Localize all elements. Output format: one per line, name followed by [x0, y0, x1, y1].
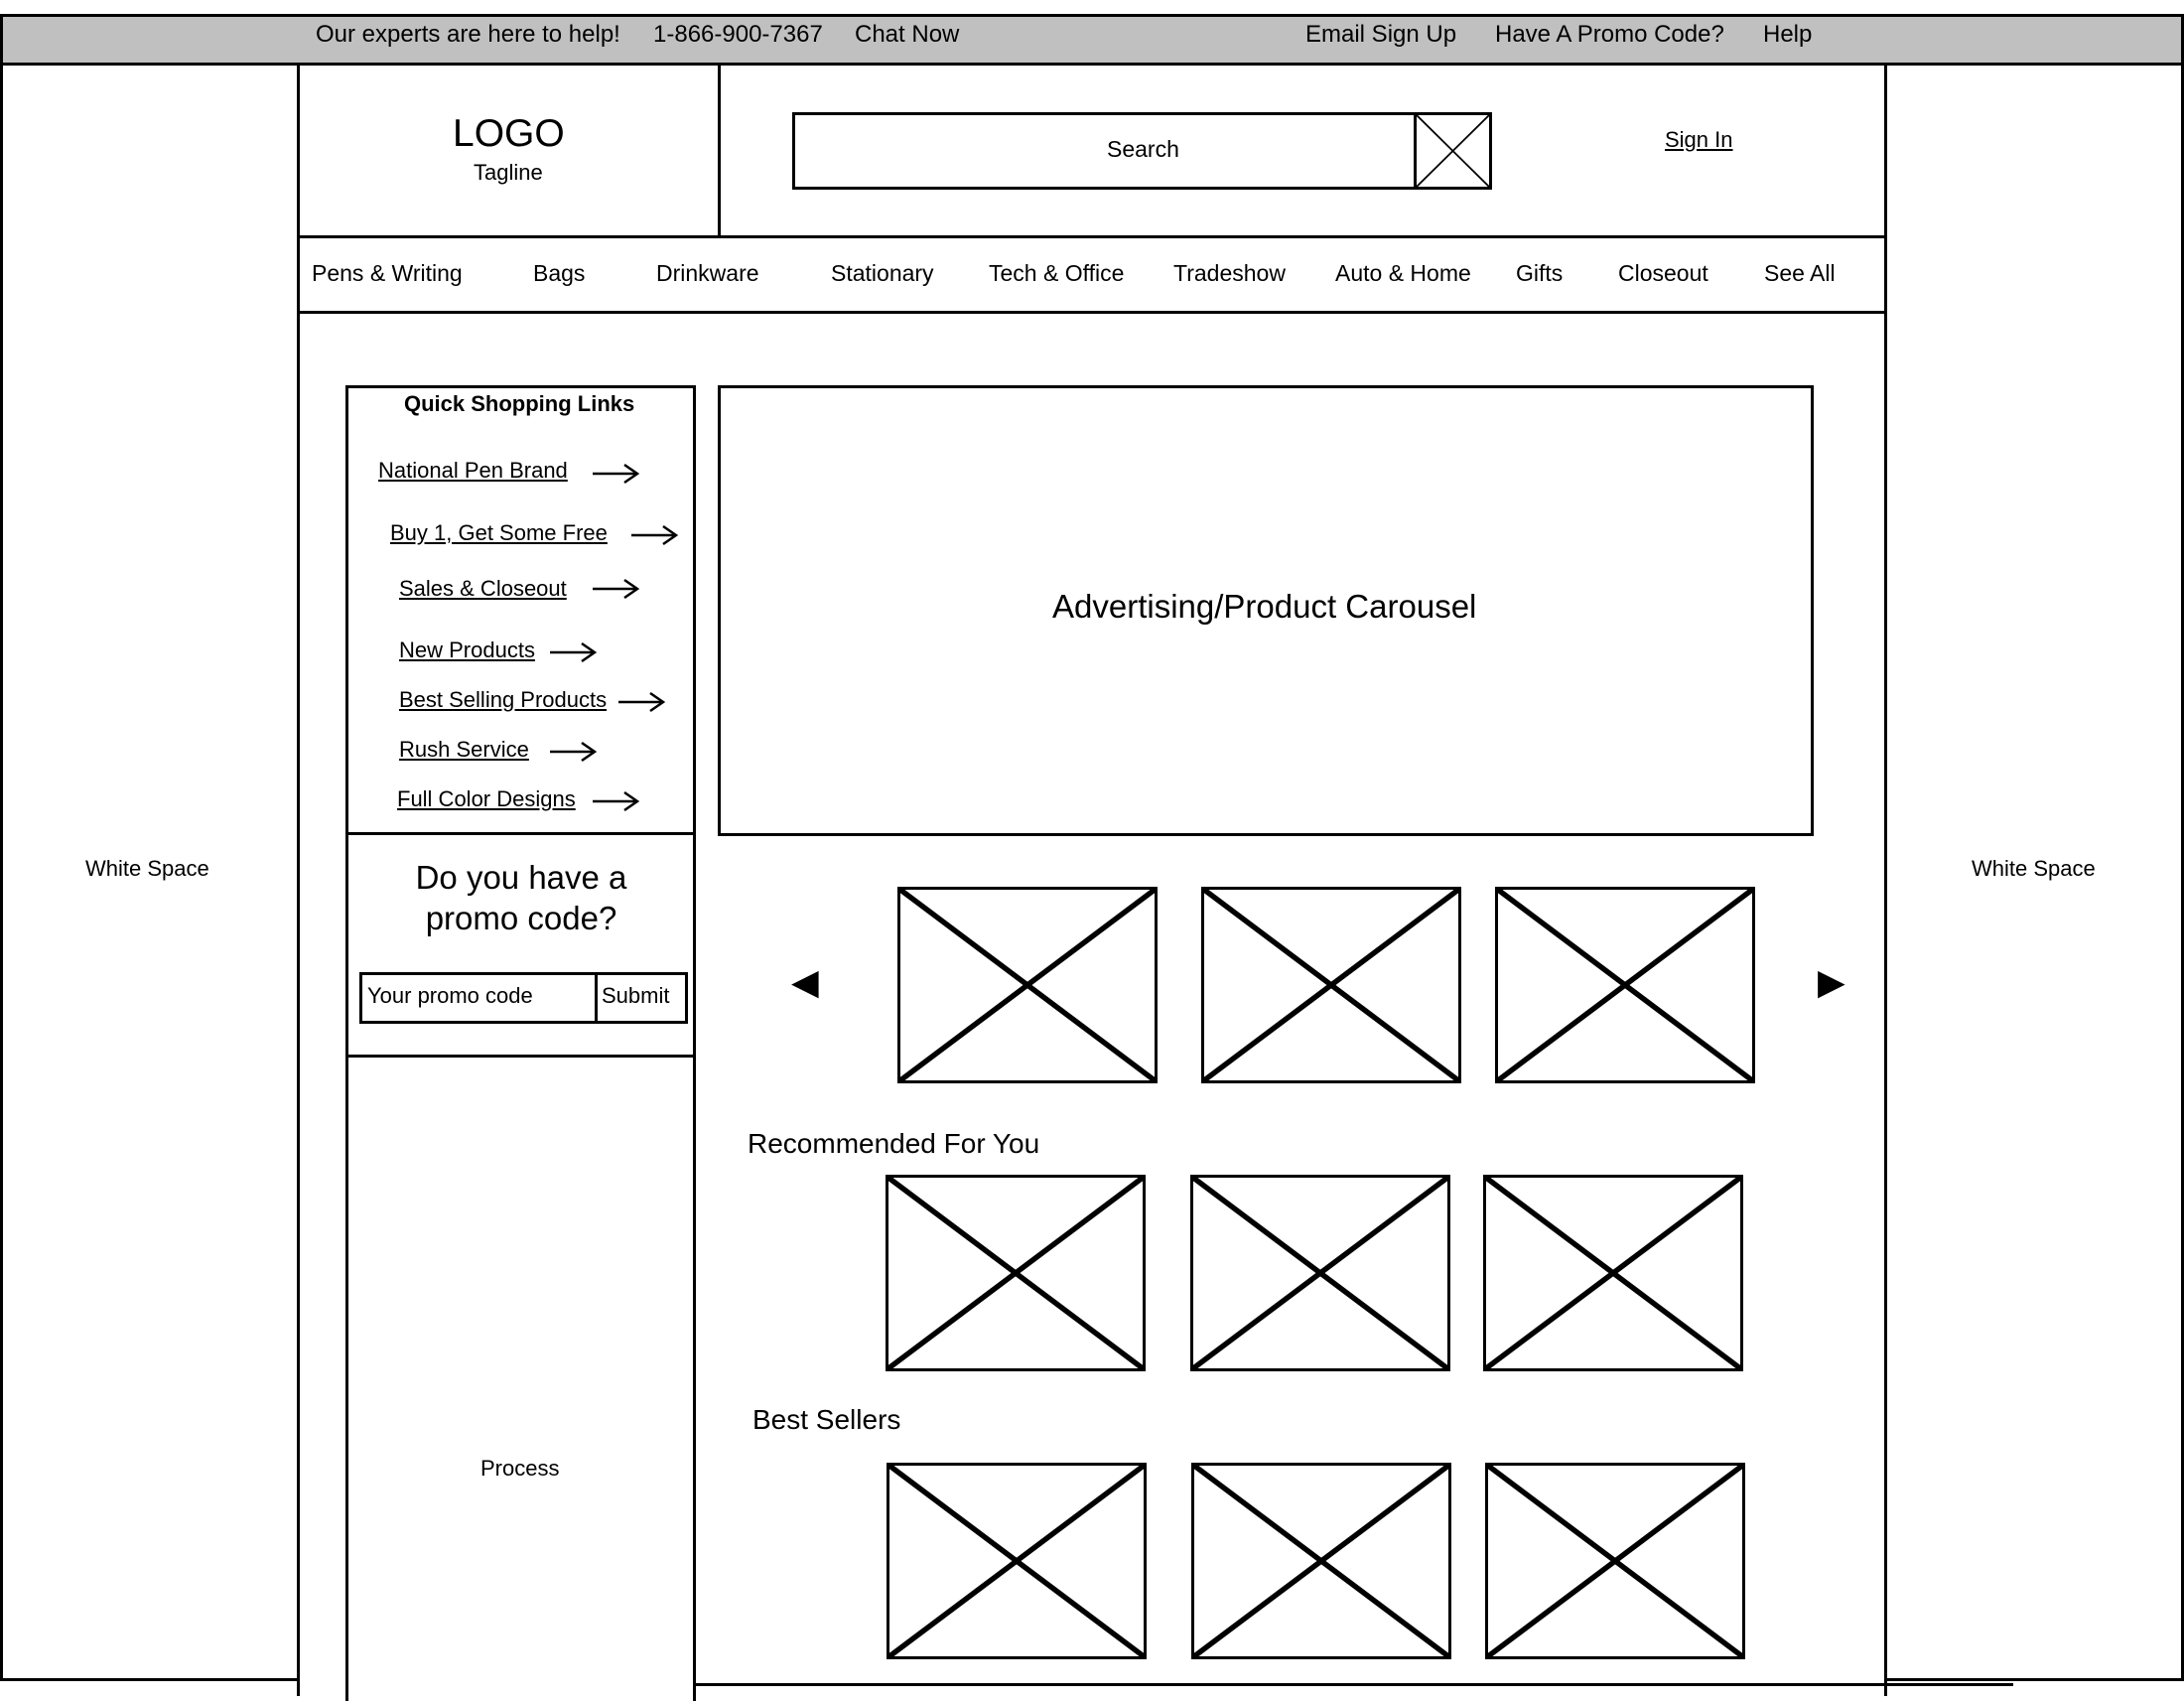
arrow-right-icon: [591, 463, 640, 485]
search-button[interactable]: [1414, 112, 1492, 190]
promo-heading-line-1: Do you have a: [415, 859, 627, 896]
arrow-right-icon: [616, 691, 666, 713]
carousel-product-image-3[interactable]: [1495, 887, 1755, 1083]
bottom-divider: [695, 1683, 2013, 1686]
carousel-next-icon[interactable]: ▶: [1818, 961, 1845, 1002]
quick-link-sales-closeout[interactable]: Sales & Closeout: [399, 576, 567, 601]
email-signup-link[interactable]: Email Sign Up: [1305, 21, 1457, 48]
search-input[interactable]: [792, 112, 1417, 190]
quick-link-buy-1-get-some-free[interactable]: Buy 1, Get Some Free: [390, 520, 608, 545]
recommended-product-image-2[interactable]: [1190, 1175, 1450, 1371]
logo[interactable]: LOGO: [453, 112, 565, 155]
arrow-right-icon: [629, 524, 679, 546]
arrow-right-icon: [591, 790, 640, 812]
nav-item-pens-writing[interactable]: Pens & Writing: [312, 260, 463, 286]
nav-bottom-border: [297, 311, 1887, 314]
chat-now-link[interactable]: Chat Now: [855, 21, 960, 48]
carousel-prev-icon[interactable]: ◀: [791, 961, 819, 1002]
header-divider: [718, 63, 721, 238]
promo-submit-label: Submit: [602, 983, 670, 1008]
search-placeholder: Search: [1107, 136, 1179, 162]
quick-link-national-pen-brand[interactable]: National Pen Brand: [378, 458, 568, 483]
recommended-product-image-3[interactable]: [1483, 1175, 1743, 1371]
quick-link-rush-service[interactable]: Rush Service: [399, 737, 529, 762]
carousel-product-image-1[interactable]: [897, 887, 1158, 1083]
nav-item-tech-office[interactable]: Tech & Office: [989, 260, 1125, 286]
nav-item-stationary[interactable]: Stationary: [831, 260, 934, 286]
best-seller-product-image-1[interactable]: [887, 1463, 1147, 1659]
promo-heading: [347, 857, 695, 938]
nav-item-auto-home[interactable]: Auto & Home: [1335, 260, 1471, 286]
recommended-title: Recommended For You: [748, 1128, 1040, 1159]
nav-item-gifts[interactable]: Gifts: [1516, 260, 1564, 286]
arrow-right-icon: [548, 641, 598, 663]
quick-links-title: Quick Shopping Links: [404, 391, 635, 416]
sidebar-divider-2: [345, 1055, 696, 1058]
sign-in-link[interactable]: Sign In: [1665, 127, 1733, 152]
best-seller-product-image-3[interactable]: [1485, 1463, 1745, 1659]
arrow-right-icon: [591, 578, 640, 600]
quick-link-best-selling-products[interactable]: Best Selling Products: [399, 687, 608, 712]
right-white-space-label: White Space: [1972, 856, 2096, 881]
nav-item-drinkware[interactable]: Drinkware: [656, 260, 759, 286]
quick-link-new-products[interactable]: New Products: [399, 638, 535, 662]
tagline: Tagline: [474, 160, 543, 185]
nav-item-tradeshow[interactable]: Tradeshow: [1173, 260, 1286, 286]
carousel-label: Advertising/Product Carousel: [1052, 588, 1477, 625]
left-white-space-label: White Space: [85, 856, 209, 881]
nav-item-closeout[interactable]: Closeout: [1618, 260, 1708, 286]
sidebar-divider-1: [345, 832, 696, 835]
help-link[interactable]: Help: [1763, 21, 1813, 48]
promo-heading-line-2: promo code?: [425, 900, 617, 936]
header-bottom-border: [297, 235, 1887, 238]
nav-item-see-all[interactable]: See All: [1764, 260, 1836, 286]
quick-link-full-color-designs[interactable]: Full Color Designs: [397, 786, 576, 811]
recommended-product-image-1[interactable]: [886, 1175, 1146, 1371]
promo-code-link[interactable]: Have A Promo Code?: [1495, 21, 1724, 48]
nav-item-bags[interactable]: Bags: [533, 260, 586, 286]
best-seller-product-image-2[interactable]: [1191, 1463, 1451, 1659]
phone-number[interactable]: 1-866-900-7367: [653, 21, 823, 48]
carousel-product-image-2[interactable]: [1201, 887, 1461, 1083]
help-text: Our experts are here to help!: [316, 21, 620, 48]
promo-code-placeholder: Your promo code: [367, 983, 533, 1008]
process-label: Process: [480, 1456, 560, 1481]
arrow-right-icon: [548, 741, 598, 763]
best-sellers-title: Best Sellers: [752, 1404, 901, 1435]
